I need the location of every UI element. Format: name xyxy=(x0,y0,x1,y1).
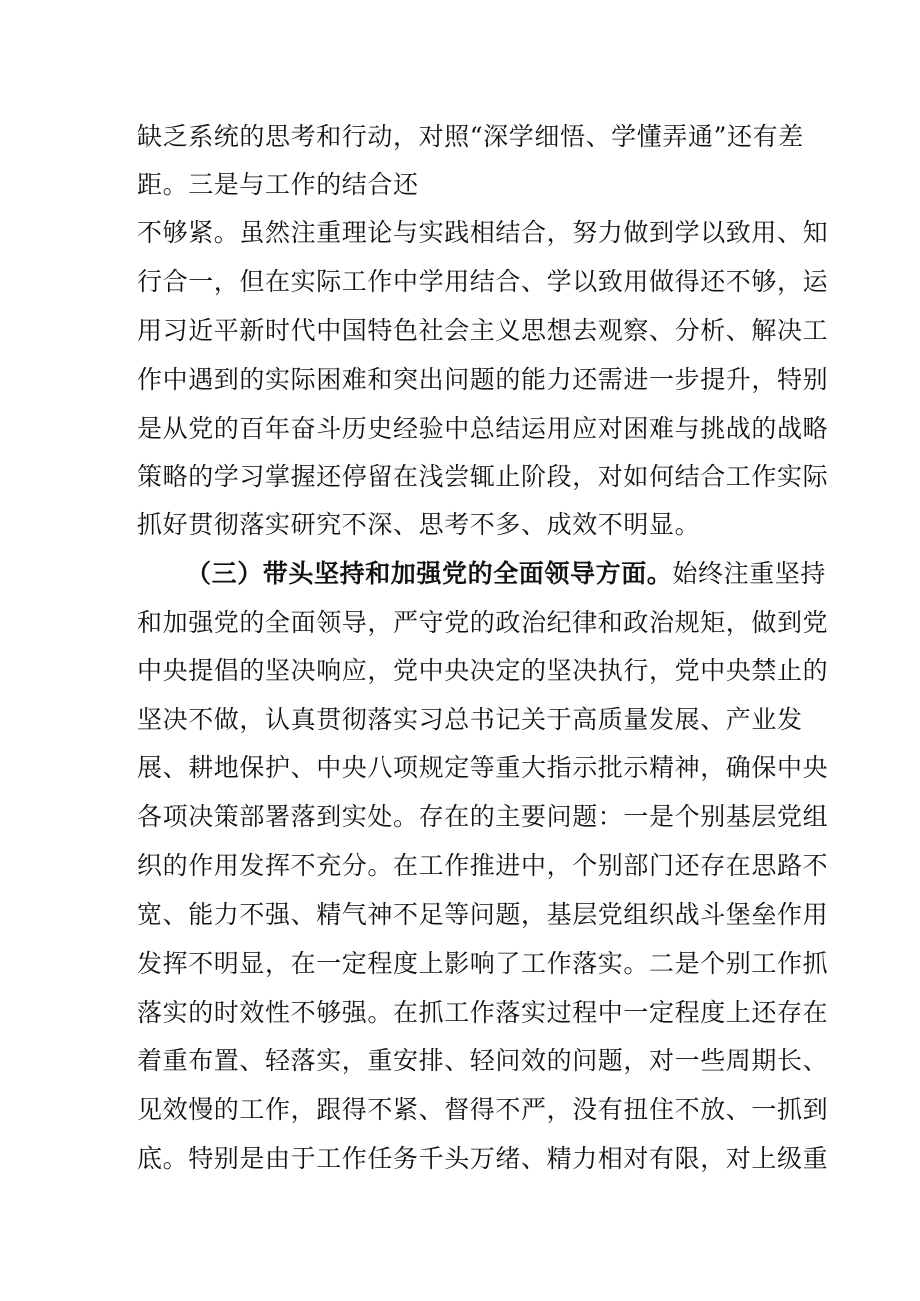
text-line: 织的作用发挥不充分。在工作推进中，个别部门还存在思路不 xyxy=(137,851,829,880)
text-line: 用习近平新时代中国特色社会主义思想去观察、分析、解决工 xyxy=(137,316,829,345)
text-line: 缺乏系统的思考和行动，对照“深学细悟、学懂弄通”还有差 xyxy=(137,122,804,151)
text-line: 行合一，但在实际工作中学用结合、学以致用做得还不够，运 xyxy=(137,267,829,296)
text-line: 不够紧。虽然注重理论与实践相结合，努力做到学以致用、知 xyxy=(137,218,829,247)
text-line: 作中遇到的实际困难和突出问题的能力还需进一步提升，特别 xyxy=(137,365,829,394)
text-line: 策略的学习掌握还停留在浅尝辄止阶段，对如何结合工作实际 xyxy=(137,462,829,491)
text-line: 宽、能力不强、精气神不足等问题，基层党组织战斗堡垒作用 xyxy=(137,900,829,929)
text-line: 抓好贯彻落实研究不深、思考不多、成效不明显。 xyxy=(137,510,701,539)
text-line: 距。三是与工作的结合还 xyxy=(137,170,419,199)
section-heading: （三）带头坚持和加强党的全面领导方面。 xyxy=(186,559,673,588)
text-line: 落实的时效性不够强。在抓工作落实过程中一定程度上还存在 xyxy=(137,998,829,1027)
text-line: 见效慢的工作，跟得不紧、督得不严，没有扭住不放、一抓到 xyxy=(137,1095,829,1124)
section-heading-line xyxy=(186,559,826,589)
text-line: 着重布置、轻落实，重安排、轻问效的问题，对一些周期长、 xyxy=(137,1046,829,1075)
text-line: 发挥不明显，在一定程度上影响了工作落实。二是个别工作抓 xyxy=(137,949,829,978)
text-line: 中央提倡的坚决响应，党中央决定的坚决执行，党中央禁止的 xyxy=(137,656,829,685)
section-heading-tail: 始终注重坚持 xyxy=(672,559,827,588)
text-line: 坚决不做，认真贯彻落实习总书记关于高质量发展、产业发 xyxy=(137,705,803,734)
text-line: 各项决策部署落到实处。存在的主要问题：一是个别基层党组 xyxy=(137,802,829,831)
text-line: 底。特别是由于工作任务千头万绪、精力相对有限，对上级重 xyxy=(137,1144,829,1173)
text-line: 是从党的百年奋斗历史经验中总结运用应对困难与挑战的战略 xyxy=(137,414,829,443)
text-line: 和加强党的全面领导，严守党的政治纪律和政治规矩，做到党 xyxy=(137,608,829,637)
text-line: 展、耕地保护、中央八项规定等重大指示批示精神，确保中央 xyxy=(137,753,829,782)
